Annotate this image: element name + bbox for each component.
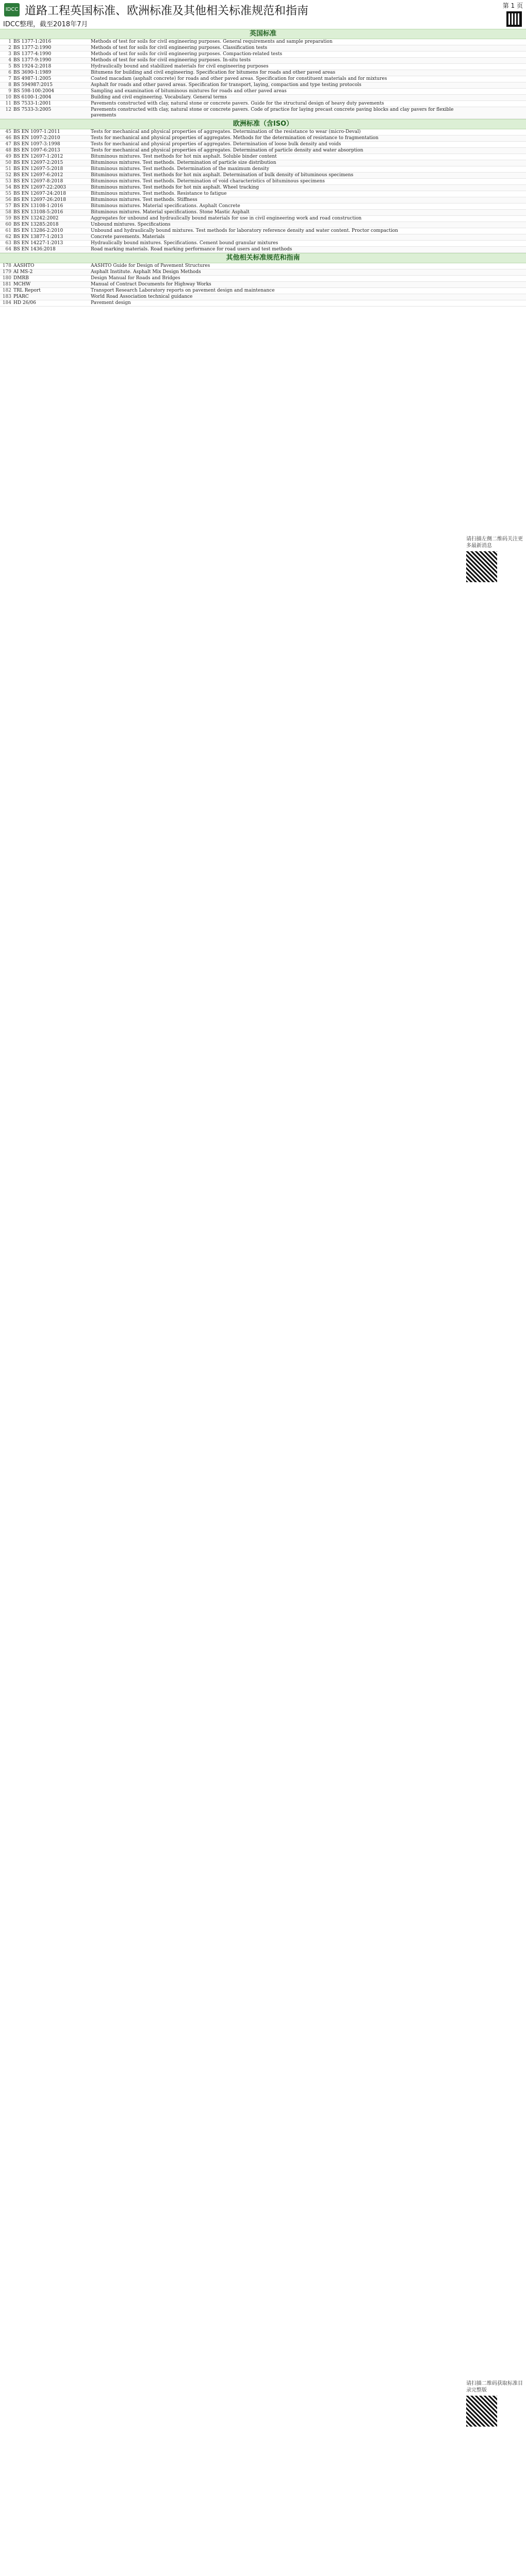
standard-title: Road marking materials. Road marking performance for road users and test methods — [91, 247, 292, 252]
qr-code-icon — [506, 11, 522, 27]
table-row — [0, 160, 526, 166]
standard-code: BS EN 12697-6:2012 — [13, 173, 63, 178]
standard-title: Pavement design — [91, 300, 131, 306]
section-uk — [0, 29, 526, 119]
table-row — [0, 294, 526, 300]
standard-code: BS EN 12697-26:2018 — [13, 197, 67, 202]
table-row — [0, 166, 526, 173]
table-row — [0, 276, 526, 282]
row-number: 1 — [8, 39, 11, 44]
standard-code: HD 26/06 — [13, 300, 36, 306]
standard-title: Bitumens for building and civil engineering. Specification for bitumens for roads and other paved areas — [91, 70, 336, 75]
standard-title: Unbound mixtures. Specifications — [91, 222, 171, 227]
row-number: 50 — [5, 160, 11, 165]
table-row — [0, 263, 526, 269]
table-row — [0, 142, 526, 148]
table-row — [0, 288, 526, 294]
standard-code: BS 1924-2:2018 — [13, 64, 52, 69]
table-row — [0, 64, 526, 70]
row-number: 53 — [5, 179, 11, 184]
standard-title: Bituminous mixtures. Material specifications. Stone Mastic Asphalt — [91, 210, 250, 215]
row-number: 184 — [2, 300, 11, 306]
standard-code: BS EN 12697-5:2018 — [13, 166, 63, 172]
standard-code: BS EN 1097-1:2011 — [13, 129, 60, 134]
standard-title: Tests for mechanical and physical properties of aggregates. Determination of the resistance to wear (micro-Deval) — [91, 129, 361, 134]
standard-code: MCHW — [13, 282, 31, 287]
table-row — [0, 82, 526, 89]
standard-code: BS EN 13877-1:2013 — [13, 234, 63, 240]
standard-code: BS 7533-3:2005 — [13, 107, 52, 112]
standard-code: BS 4987-1:2005 — [13, 76, 52, 81]
row-number: 61 — [5, 228, 11, 233]
section-eu — [0, 119, 526, 253]
row-number: 2 — [8, 45, 11, 50]
standard-code: BS 1377-2:1990 — [13, 45, 52, 50]
row-number: 9 — [8, 89, 11, 94]
section-header: 其他相关标准规范和指南 — [0, 253, 526, 263]
standard-code: BS EN 12697-22:2003 — [13, 185, 67, 190]
table-row — [0, 58, 526, 64]
row-number: 60 — [5, 222, 11, 227]
row-number: 64 — [5, 247, 11, 252]
standard-title: Methods of test for soils for civil engineering purposes. Compaction-related tests — [91, 52, 283, 57]
table-row — [0, 269, 526, 276]
standard-code: BS EN 13108-1:2016 — [13, 204, 63, 209]
standard-code: BS 1377-4:1990 — [13, 52, 52, 57]
standard-title: Hydraulically bound mixtures. Specifications. Cement bound granular mixtures — [91, 241, 278, 246]
standard-title: Pavements constructed with clay, natural stone or concrete pavers. Code of practice for laying precast concrete paving blocks and clay pavers for flexible pavements — [91, 107, 454, 118]
table-row — [0, 107, 526, 119]
standard-code: BS 3690-1:1989 — [13, 70, 52, 75]
standard-code: BS EN 13285:2018 — [13, 222, 59, 227]
table-row — [0, 282, 526, 288]
side-note-text: 请扫描左侧二维码关注更多最新消息 — [466, 536, 523, 549]
standard-title: Transport Research Laboratory reports on pavement design and maintenance — [91, 288, 275, 293]
standard-code: AASHTO — [13, 263, 35, 268]
standard-code: PIARC — [13, 294, 29, 299]
row-number: 57 — [5, 204, 11, 209]
page-header — [0, 0, 526, 29]
standard-code: BS EN 12697-8:2018 — [13, 179, 63, 184]
row-number: 63 — [5, 241, 11, 246]
standard-title: Concrete pavements. Materials — [91, 234, 165, 240]
table-row — [0, 45, 526, 52]
standard-title: Asphalt Institute. Asphalt Mix Design Methods — [91, 269, 201, 275]
standard-title: Bituminous mixtures. Test methods. Stiffness — [91, 197, 198, 202]
section-header: 英国标准 — [0, 29, 526, 39]
table-row — [0, 95, 526, 101]
standard-title: Tests for mechanical and physical properties of aggregates. Methods for the determination of resistance to fragmentation — [91, 135, 379, 141]
logo: IDCC — [4, 3, 20, 16]
standards-table — [0, 39, 526, 119]
standard-title: Bituminous mixtures. Test methods for hot mix asphalt. Soluble binder content — [91, 154, 277, 159]
row-number: 55 — [5, 191, 11, 196]
row-number: 52 — [5, 173, 11, 178]
standard-title: Asphalt for roads and other paved areas. Specification for transport, laying, compaction and type testing protocols — [91, 82, 361, 88]
standard-code: AI MS-2 — [13, 269, 33, 275]
table-row — [0, 210, 526, 216]
standard-title: Hydraulically bound and stabilized materials for civil engineering purposes — [91, 64, 269, 69]
standard-code: BS 7533-1:2001 — [13, 101, 52, 106]
row-number: 4 — [8, 58, 11, 63]
standard-title: Bituminous mixtures. Test methods for hot mix asphalt. Wheel tracking — [91, 185, 259, 190]
table-row — [0, 247, 526, 253]
table-row — [0, 300, 526, 307]
row-number: 6 — [8, 70, 11, 75]
row-number: 59 — [5, 216, 11, 221]
qr-code-icon — [466, 551, 497, 582]
standard-title: Pavements constructed with clay, natural stone or concrete pavers. Guide for the structural design of heavy duty pavements — [91, 101, 384, 106]
row-number: 5 — [8, 64, 11, 69]
standard-code: BS EN 12697-24:2018 — [13, 191, 67, 196]
standard-title: Design Manual for Roads and Bridges — [91, 276, 180, 281]
standard-title: Building and civil engineering. Vocabulary. General terms — [91, 95, 227, 100]
row-number: 181 — [2, 282, 11, 287]
table-row — [0, 101, 526, 107]
table-row — [0, 89, 526, 95]
row-number: 11 — [5, 101, 11, 106]
side-note — [466, 2380, 523, 2429]
standard-code: BS EN 12697-1:2012 — [13, 154, 63, 159]
standard-code: BS EN 1436:2018 — [13, 247, 56, 252]
qr-code-icon — [466, 2396, 497, 2427]
standard-code: BS 6100-1:2004 — [13, 95, 52, 100]
row-number: 178 — [2, 263, 11, 268]
standard-title: World Road Association technical guidance — [91, 294, 193, 299]
standard-code: BS 1377-1:2016 — [13, 39, 52, 44]
standard-title: Sampling and examination of bituminous mixtures for roads and other paved areas — [91, 89, 287, 94]
standards-table — [0, 263, 526, 307]
table-row — [0, 52, 526, 58]
row-number: 45 — [5, 129, 11, 134]
standard-code: BS EN 13286-2:2010 — [13, 228, 63, 233]
row-number: 49 — [5, 154, 11, 159]
row-number: 8 — [8, 82, 11, 88]
standard-title: Methods of test for soils for civil engineering purposes. In-situ tests — [91, 58, 251, 63]
standard-code: BS EN 1097-2:2010 — [13, 135, 60, 141]
row-number: 183 — [2, 294, 11, 299]
side-note — [466, 536, 523, 584]
table-row — [0, 234, 526, 241]
row-number: 182 — [2, 288, 11, 293]
page-number: 第 1 页 — [502, 2, 523, 9]
standard-code: BS 594987:2015 — [13, 82, 53, 88]
standard-title: Methods of test for soils for civil engineering purposes. General requirements and sample preparation — [91, 39, 333, 44]
table-row — [0, 228, 526, 234]
standard-code: BS EN 1097-6:2013 — [13, 148, 60, 153]
standard-title: Bituminous mixtures. Test methods. Resistance to fatigue — [91, 191, 227, 196]
side-note-text: 请扫描二维码获取标准目录完整版 — [466, 2381, 523, 2393]
row-number: 179 — [2, 269, 11, 275]
standard-title: AASHTO Guide for Design of Pavement Structures — [91, 263, 210, 268]
standard-code: BS EN 13108-5:2016 — [13, 210, 63, 215]
row-number: 56 — [5, 197, 11, 202]
table-row — [0, 241, 526, 247]
row-number: 62 — [5, 234, 11, 240]
standard-code: BS EN 1097-3:1998 — [13, 142, 60, 147]
table-row — [0, 76, 526, 82]
standard-title: Bituminous mixtures. Material specifications. Asphalt Concrete — [91, 204, 240, 209]
table-row — [0, 216, 526, 222]
row-number: 58 — [5, 210, 11, 215]
standard-code: BS EN 13242:2002 — [13, 216, 59, 221]
row-number: 3 — [8, 52, 11, 57]
standard-title: Unbound and hydraulically bound mixtures. Test methods for laboratory reference density and water content. Proctor compaction — [91, 228, 398, 233]
standard-code: TRL Report — [13, 288, 41, 293]
standard-code: BS EN 14227-1:2013 — [13, 241, 63, 246]
table-row — [0, 179, 526, 185]
table-row — [0, 154, 526, 160]
row-number: 180 — [2, 276, 11, 281]
table-row — [0, 222, 526, 228]
standard-title: Tests for mechanical and physical properties of aggregates. Determination of particle density and water absorption — [91, 148, 364, 153]
standard-title: Manual of Contract Documents for Highway Works — [91, 282, 211, 287]
table-row — [0, 70, 526, 76]
table-row — [0, 135, 526, 142]
table-row — [0, 173, 526, 179]
standard-title: Coated macadam (asphalt concrete) for roads and other paved areas. Specification for constituent materials and for mixtures — [91, 76, 387, 81]
standard-title: Bituminous mixtures. Test methods. Determination of the maximum density — [91, 166, 270, 172]
section-header: 欧洲标准（含ISO） — [0, 119, 526, 129]
table-row — [0, 148, 526, 154]
table-row — [0, 191, 526, 197]
standard-title: Bituminous mixtures. Test methods for hot mix asphalt. Determination of bulk density of bituminous specimens — [91, 173, 354, 178]
standard-code: BS EN 12697-2:2015 — [13, 160, 63, 165]
row-number: 47 — [5, 142, 11, 147]
standard-code: BS 598-100:2004 — [13, 89, 54, 94]
table-row — [0, 197, 526, 204]
standards-table — [0, 129, 526, 253]
table-row — [0, 129, 526, 135]
row-number: 54 — [5, 185, 11, 190]
standard-code: DMRB — [13, 276, 29, 281]
row-number: 51 — [5, 166, 11, 172]
section-other — [0, 253, 526, 307]
row-number: 12 — [5, 107, 11, 112]
row-number: 10 — [5, 95, 11, 100]
table-row — [0, 185, 526, 191]
standard-title: Aggregates for unbound and hydraulically bound materials for use in civil engineering work and road construction — [91, 216, 362, 221]
standard-title: Methods of test for soils for civil engineering purposes. Classification tests — [91, 45, 268, 50]
row-number: 48 — [5, 148, 11, 153]
standard-title: Bituminous mixtures. Test methods. Determination of void characteristics of bituminous specimens — [91, 179, 325, 184]
standard-title: Tests for mechanical and physical properties of aggregates. Determination of loose bulk density and voids — [91, 142, 341, 147]
page-title: 道路工程英国标准、欧洲标准及其他相关标准规范和指南 — [25, 5, 309, 18]
row-number: 46 — [5, 135, 11, 141]
page-subtitle: IDCC整理，截至2018年7月 — [3, 21, 88, 28]
table-row — [0, 204, 526, 210]
table-row — [0, 39, 526, 45]
row-number: 7 — [8, 76, 11, 81]
standard-code: BS 1377-9:1990 — [13, 58, 52, 63]
standard-title: Bituminous mixtures. Test methods. Determination of particle size distribution — [91, 160, 276, 165]
